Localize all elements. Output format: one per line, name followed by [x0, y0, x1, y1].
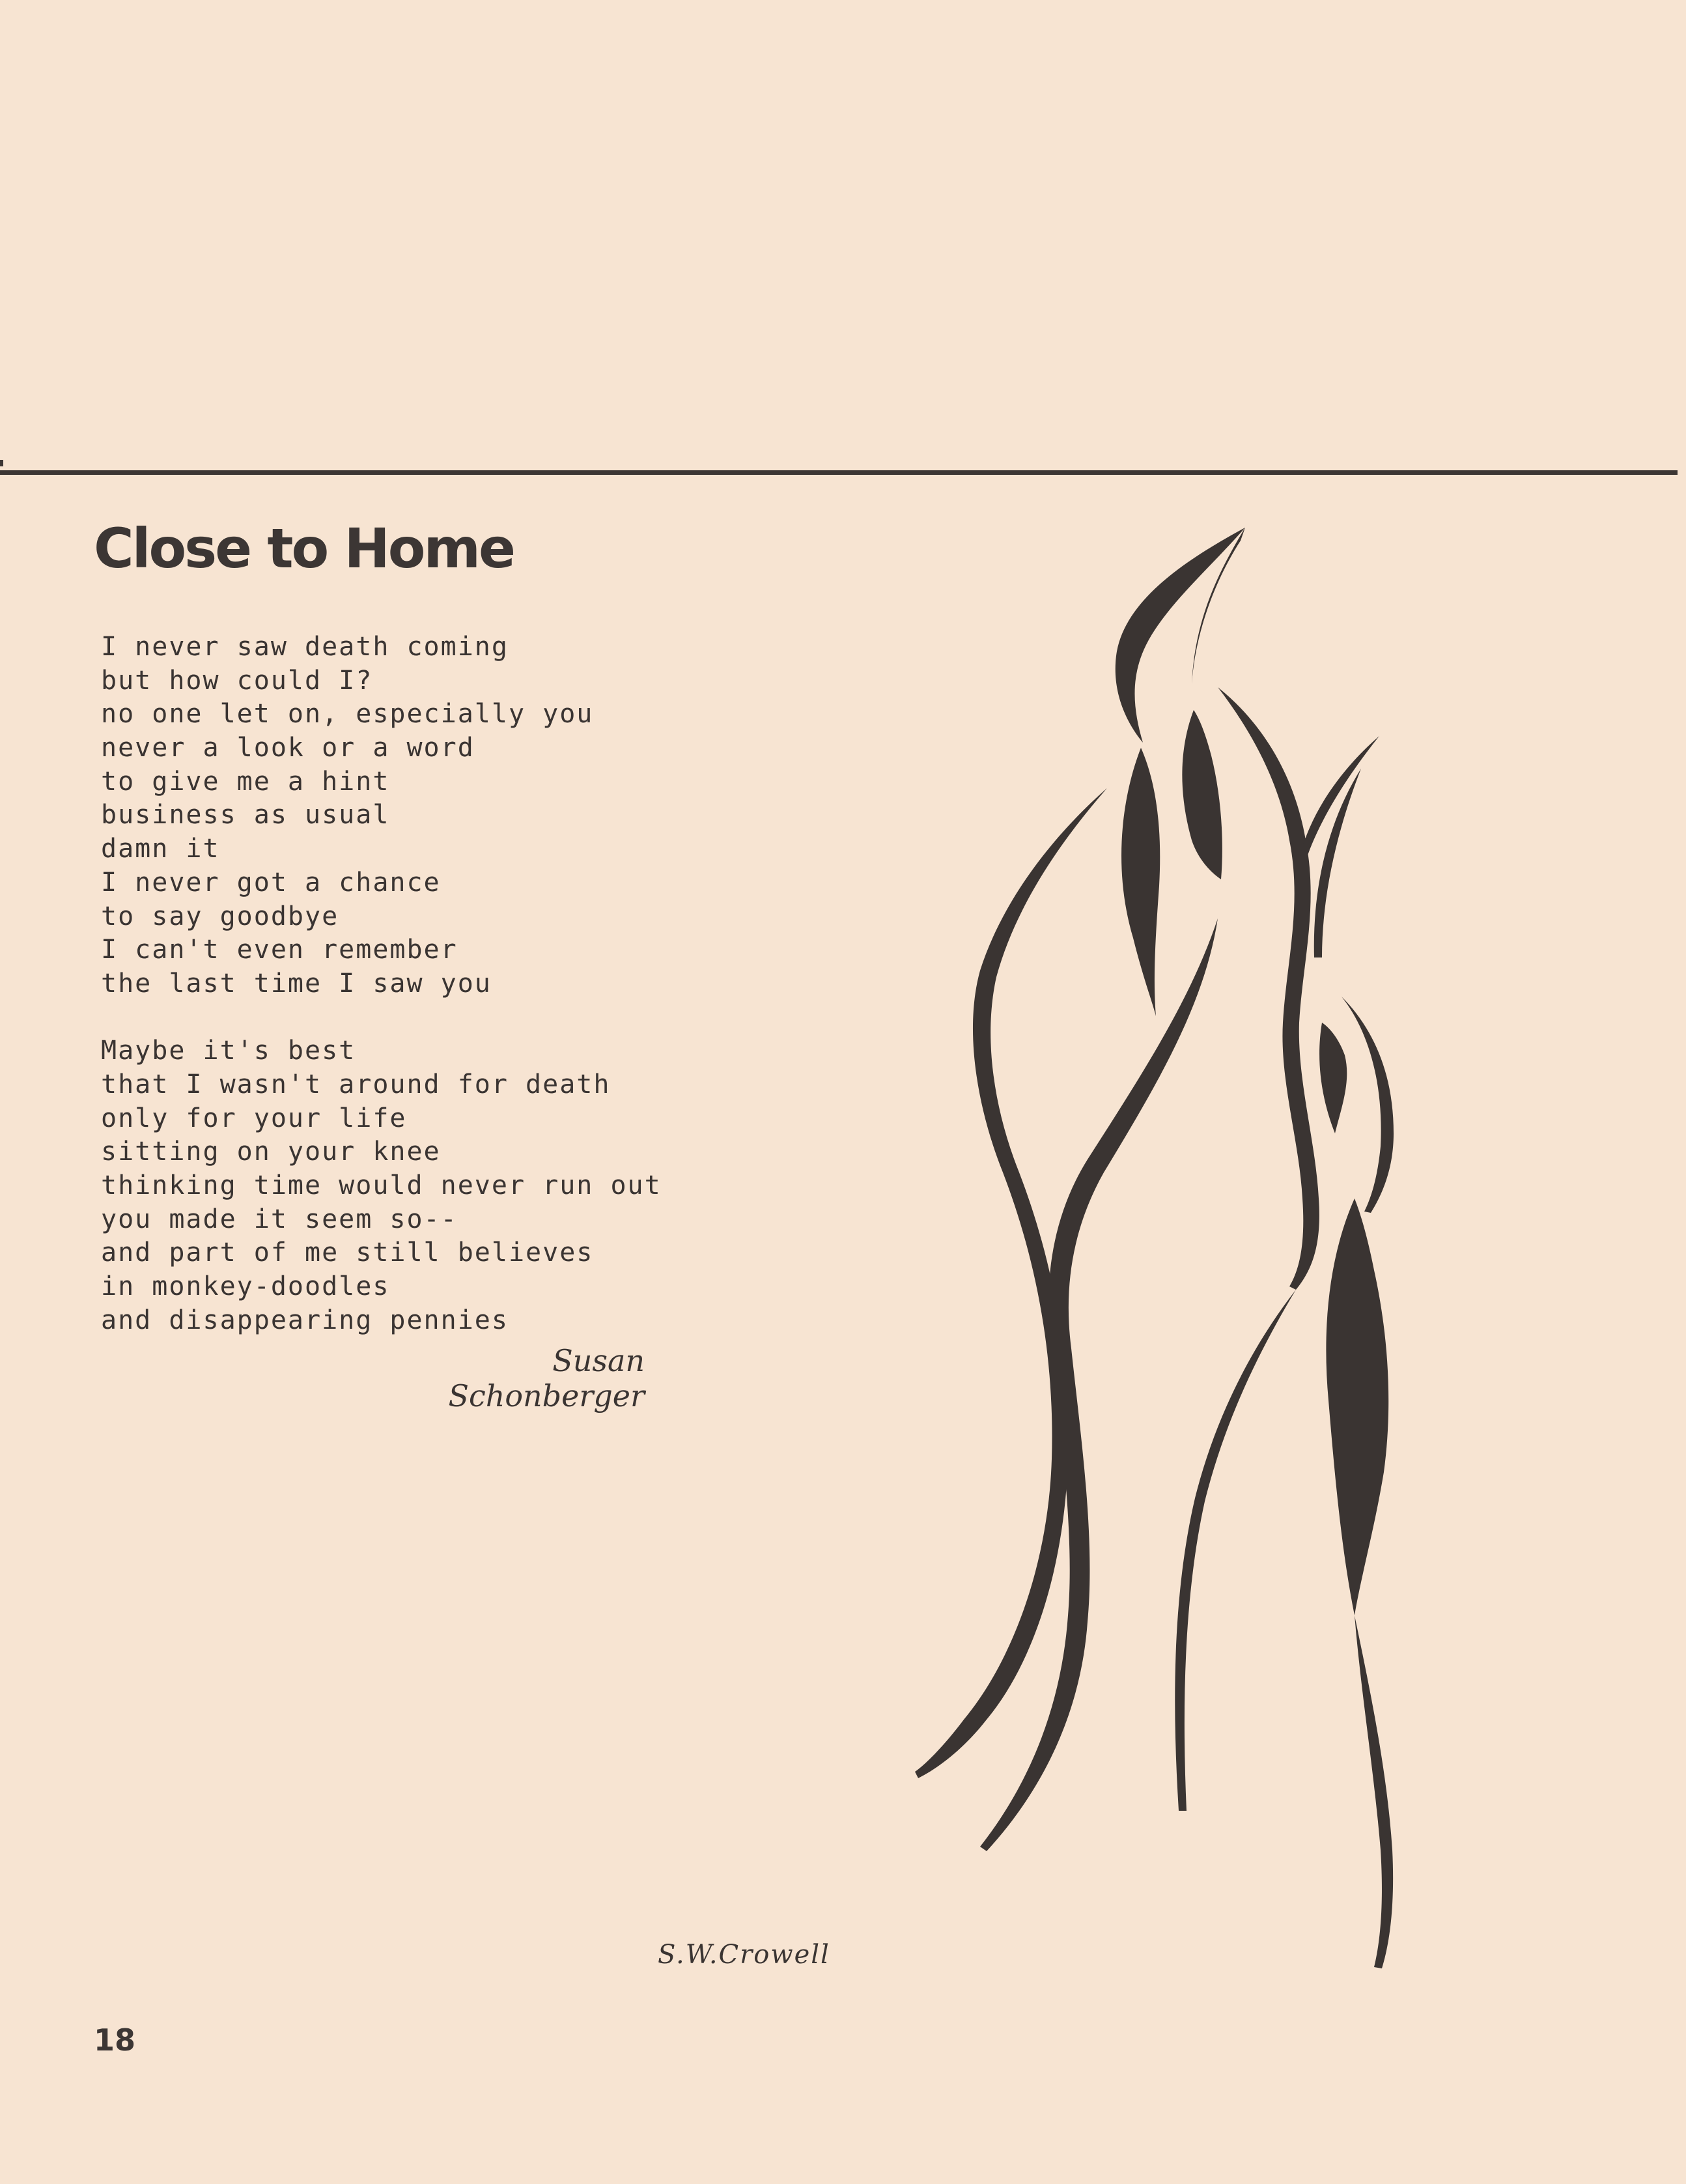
poem-line: in monkey-doodles: [101, 1271, 390, 1302]
poem-line: and part of me still believes: [101, 1238, 594, 1268]
poem-author: Susan Schonberger: [448, 1343, 645, 1413]
artist-signature: S.W.Crowell: [658, 1940, 830, 1970]
flame-stroke: [1342, 997, 1394, 1213]
poem-line: and disappearing pennies: [101, 1305, 509, 1335]
poem-line: to give me a hint: [101, 766, 390, 797]
poem-line: Maybe it's best: [101, 1036, 356, 1066]
poem-line: never a look or a word: [101, 733, 475, 763]
flame-stroke: [1116, 528, 1245, 743]
poem-title: Close to Home: [94, 517, 514, 580]
flame-stroke: [1314, 769, 1361, 957]
flame-stroke: [1299, 736, 1379, 861]
poem-line: you made it seem so--: [101, 1204, 458, 1234]
poem-line: that I wasn't around for death: [101, 1069, 611, 1099]
poem-line: I never got a chance: [101, 867, 441, 898]
flame-stroke: [1175, 1290, 1296, 1811]
poem-line: business as usual: [101, 800, 390, 830]
poem-line: but how could I?: [101, 665, 373, 696]
poem-line: I never saw death coming: [101, 632, 509, 662]
flame-stroke: [1182, 710, 1222, 879]
poem-line: damn it: [101, 834, 220, 864]
poem-line: thinking time would never run out: [101, 1170, 662, 1200]
flame-stroke: [1326, 1198, 1388, 1615]
flame-stroke: [1121, 748, 1160, 1016]
page-number: 18: [94, 2022, 136, 2058]
flame-stroke: [1355, 1615, 1393, 1968]
poem-line: I can't even remember: [101, 935, 458, 965]
poem-line: only for your life: [101, 1103, 407, 1133]
poem-line: sitting on your knee: [101, 1137, 441, 1167]
flame-stroke: [1218, 687, 1319, 1290]
poem-line: to say goodbye: [101, 901, 339, 931]
poem-line: the last time I saw you: [101, 968, 492, 999]
poem-line: no one let on, especially you: [101, 699, 594, 730]
flame-stroke: [1319, 1023, 1347, 1133]
